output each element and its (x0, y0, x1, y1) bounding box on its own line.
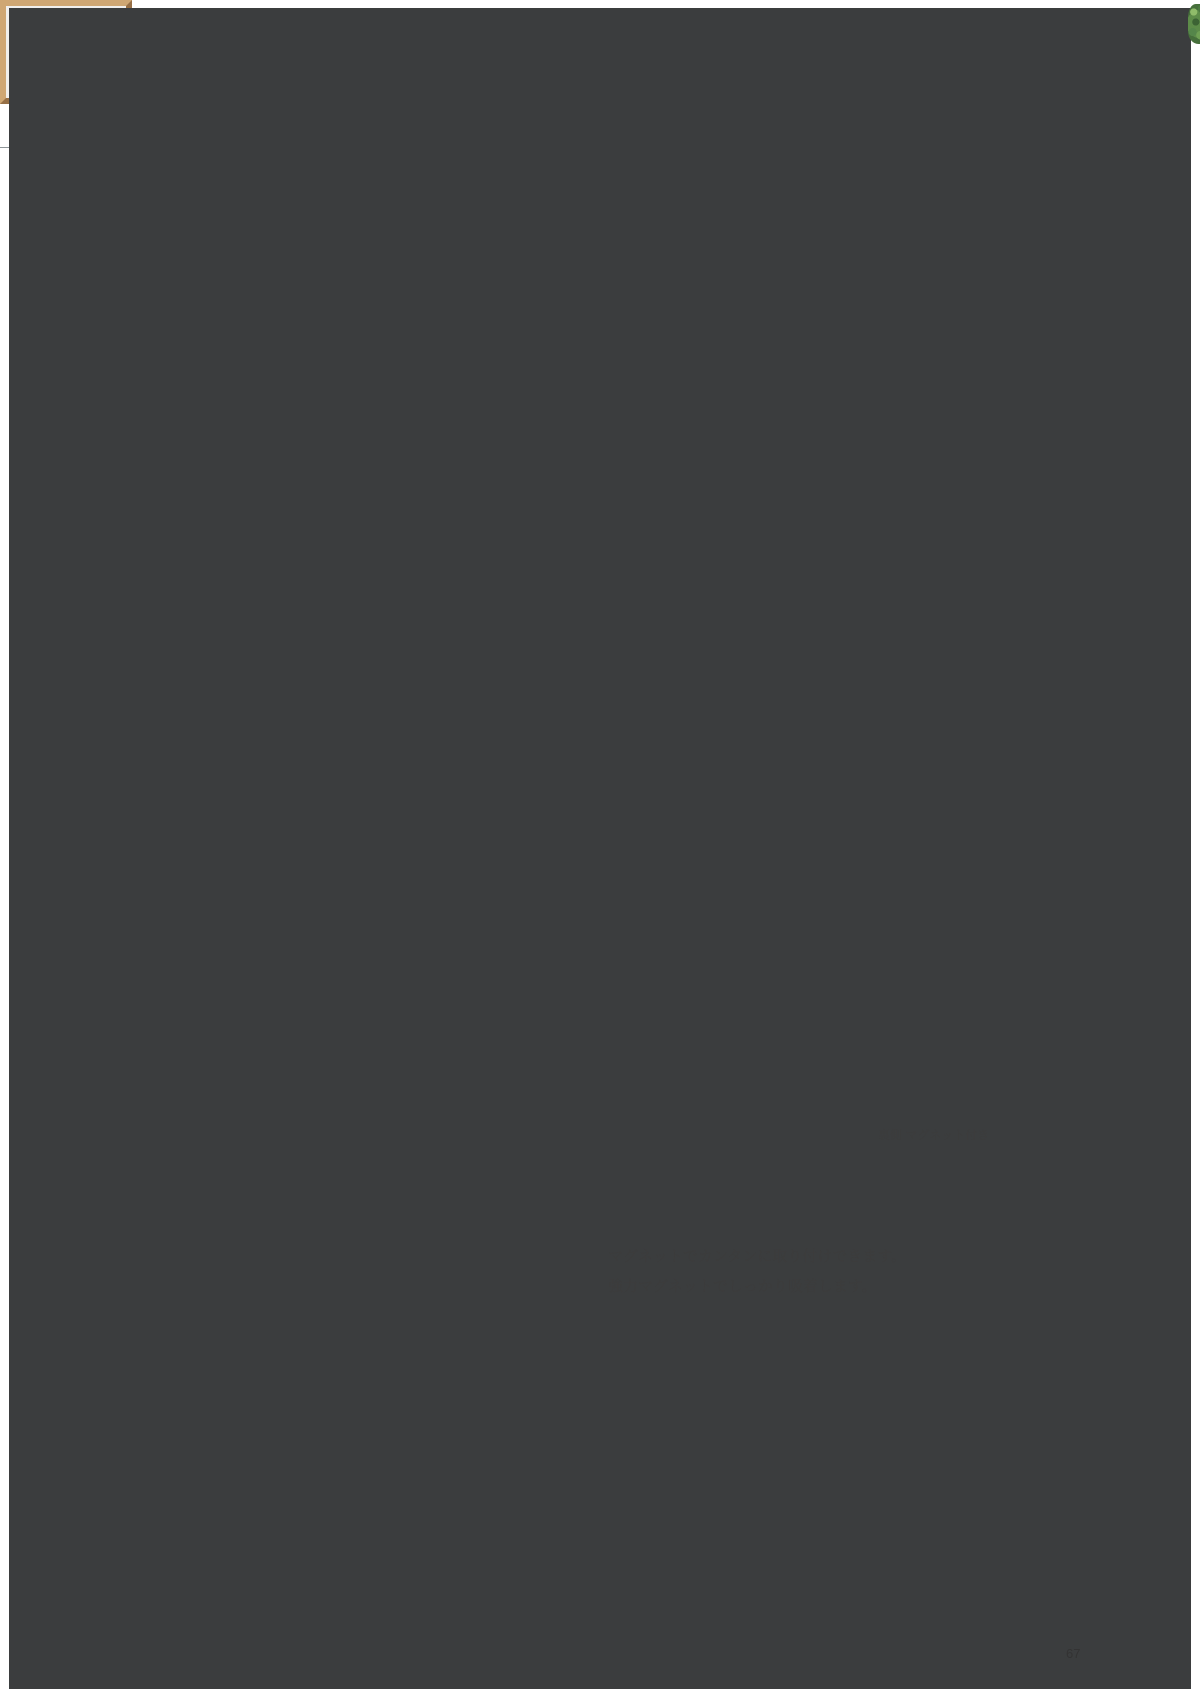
feature-desc-right-line1: マグネットでカンタンに取り付けできます。 (608, 1248, 907, 1265)
back-caption-right: 裏側 マグネット付き (878, 1128, 990, 1142)
page-number: 67 (1066, 1646, 1081, 1661)
panel-back-core (9, 8, 1191, 1689)
feature-desc-right (608, 1242, 1038, 1302)
feature-photo-back-woodbox (0, 0, 132, 104)
feature-desc-right-line2: 強力マグネットでしっかり吸着します。 (608, 1278, 877, 1295)
foliage-tuft (1188, 4, 1200, 44)
